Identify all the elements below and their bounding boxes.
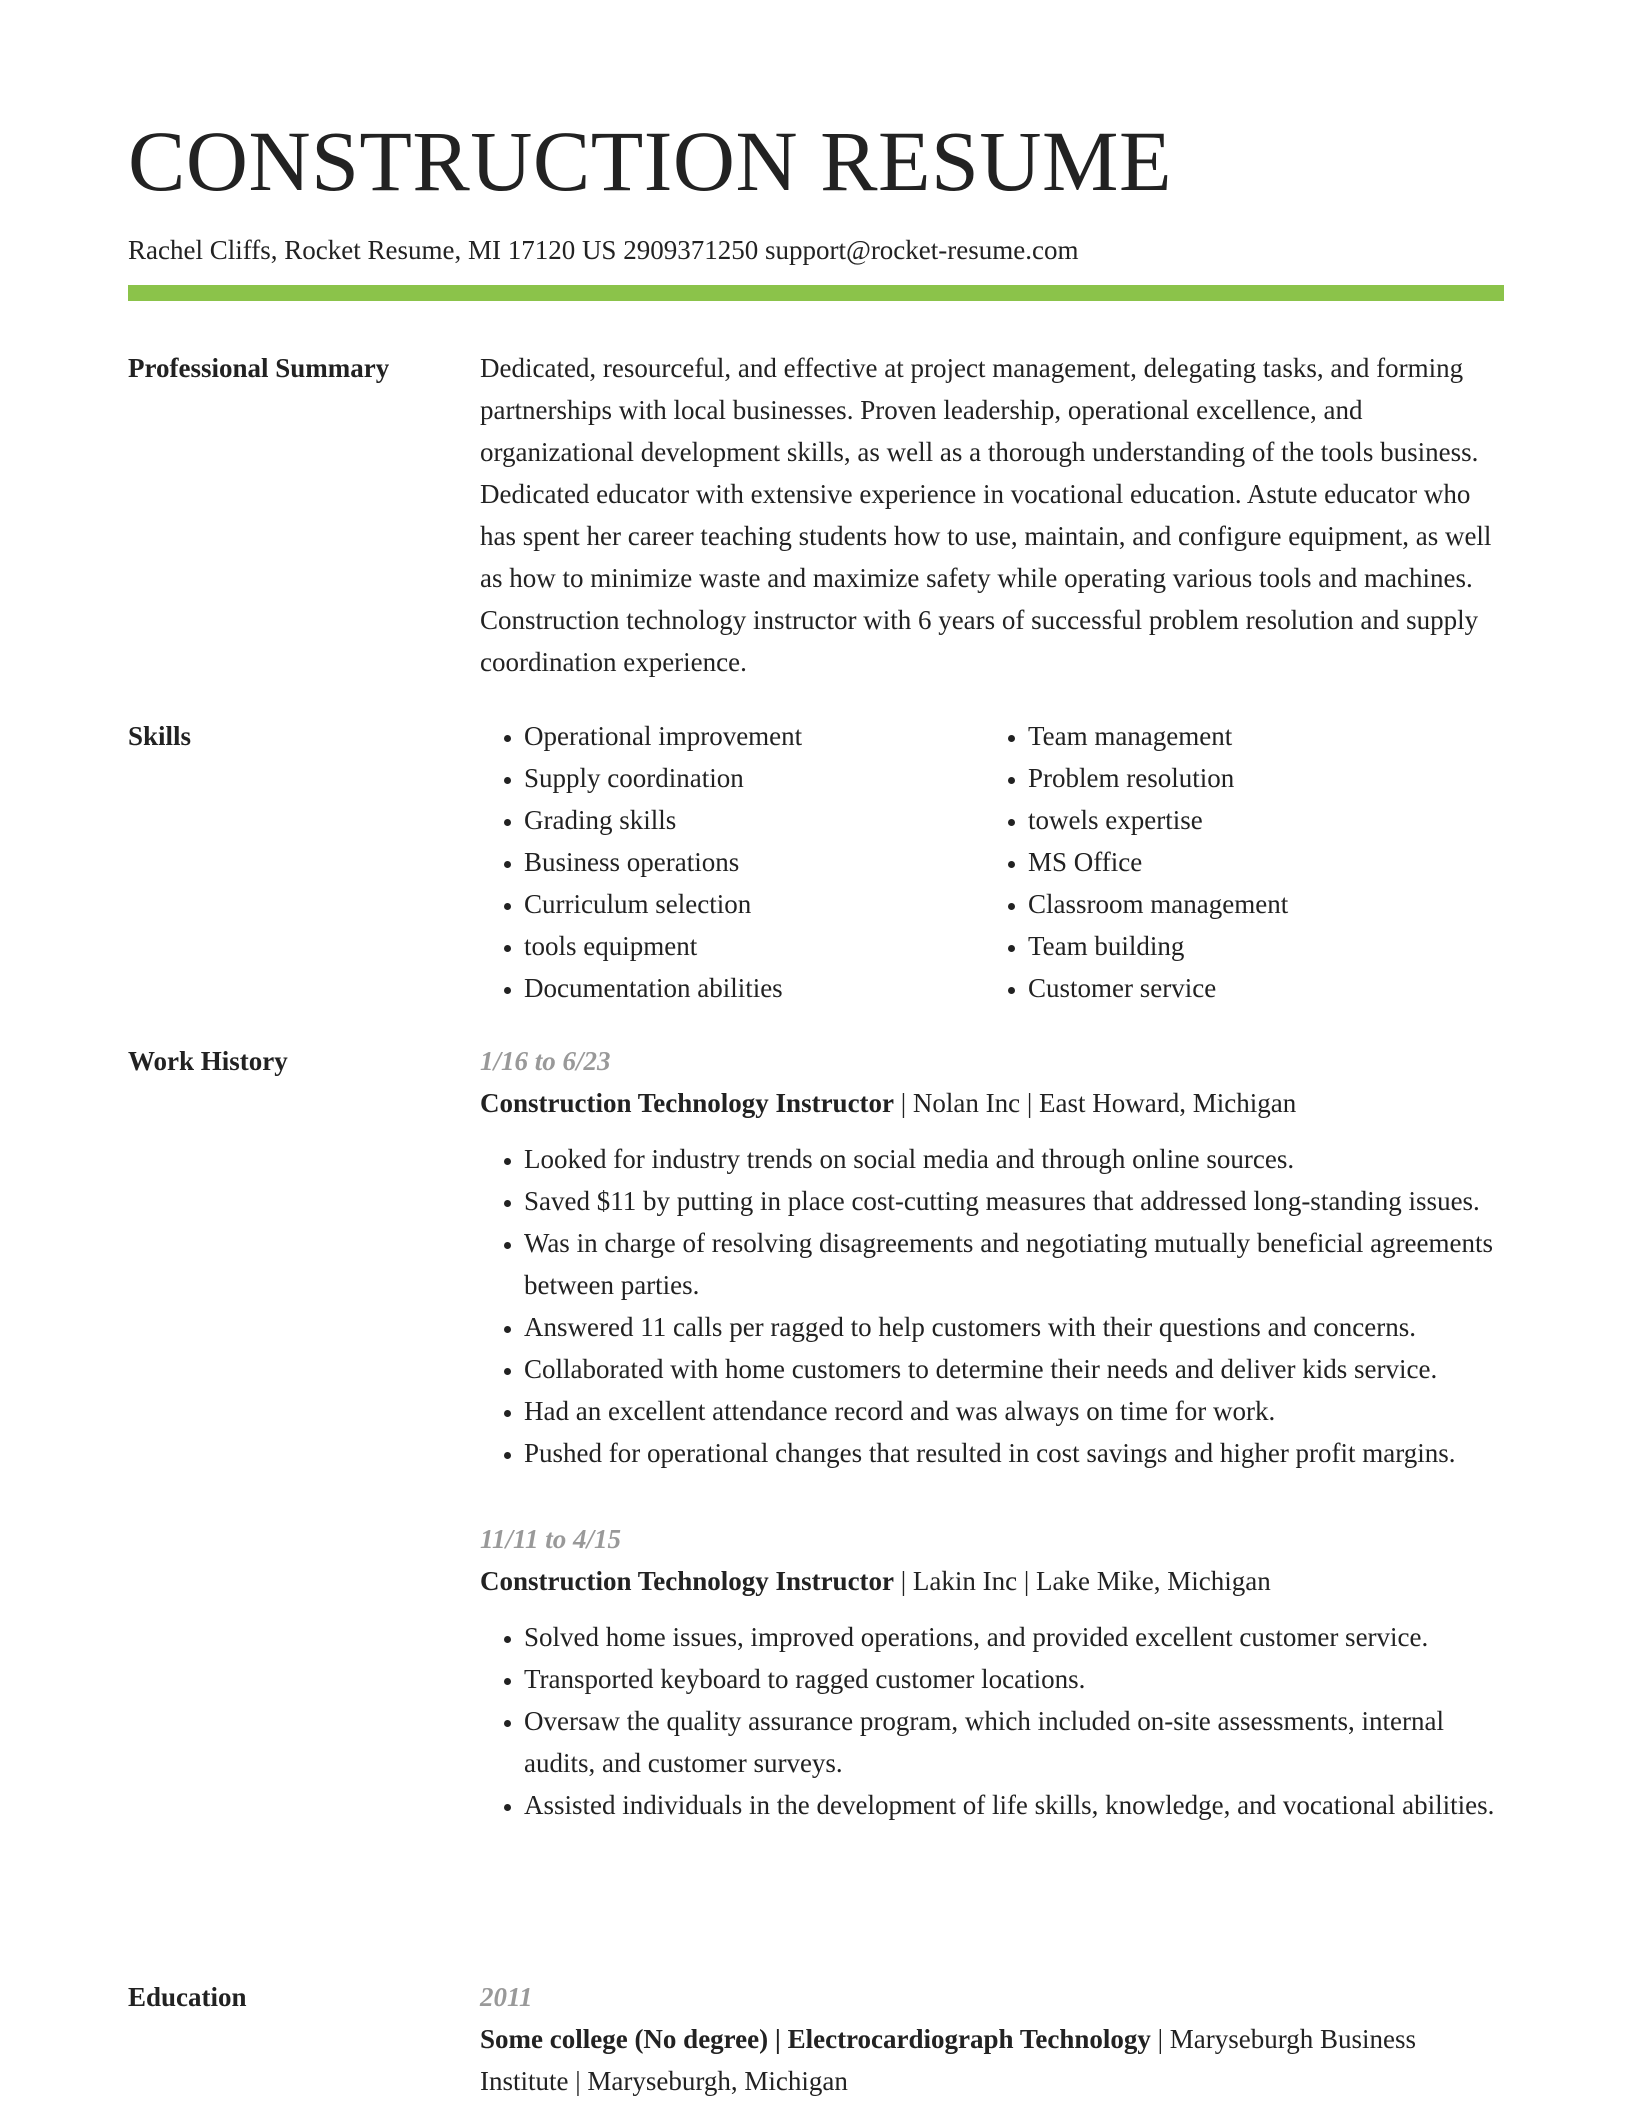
job-bullet: • Transported keyboard to ragged customer locations. (524, 1658, 1506, 1700)
job-dates: 11/11 to 4/15 (480, 1524, 622, 1554)
work-history-body (480, 1040, 1506, 1826)
job-employer: | Lakin Inc | Lake Mike, Michigan (894, 1566, 1271, 1596)
contact-line: Rachel Cliffs, Rocket Resume, MI 17120 US 2909371250 support@rocket-resume.com (128, 235, 1079, 265)
education-school: | Maryseburgh Business Institute | Maryseburgh, Michigan (480, 2024, 1417, 2096)
skill-item: • Team building (1028, 925, 1488, 967)
skills-body (480, 715, 1506, 1009)
job-bullet: • Oversaw the quality assurance program, which included on-site assessments, internal audits, and customer surveys. (524, 1700, 1506, 1784)
skill-item: • towels expertise (1028, 799, 1488, 841)
summary-text: Dedicated, resourceful, and effective at project management, delegating tasks, and forming partnerships with local businesses. Proven leadership, operational excellence, and organizational development skills, as well as a thorough understanding of the tools business. Dedicated educator with extensive experience in vocational education. Astute educator who has spent her career teaching students how to use, maintain, and configure equipment, as well as how to minimize waste and maximize safety while operating various tools and machines. Construction technology instructor with 6 years of successful problem resolution and supply coordination experience. (480, 353, 1492, 677)
job-bullet: • Answered 11 calls per ragged to help customers with their questions and concerns. (524, 1306, 1506, 1348)
job-entry (480, 1518, 1506, 1826)
education-date: 2011 (480, 1982, 533, 2012)
skills-columns (480, 715, 1506, 1009)
skill-item: • tools equipment (524, 925, 984, 967)
skill-item: • Documentation abilities (524, 967, 984, 1009)
skills-heading: Skills (128, 721, 192, 751)
skill-item: • Curriculum selection (524, 883, 984, 925)
resume-title: CONSTRUCTION RESUME (128, 113, 1172, 209)
skill-item: • Business operations (524, 841, 984, 883)
skills-list-right (984, 715, 1488, 1009)
work-history-heading: Work History (128, 1046, 288, 1076)
skill-item: • Operational improvement (524, 715, 984, 757)
job-bullet: • Collaborated with home customers to determine their needs and deliver kids service. (524, 1348, 1506, 1390)
skills-list-left (480, 715, 984, 1009)
skill-item: • Problem resolution (1028, 757, 1488, 799)
job-title: Construction Technology Instructor (480, 1566, 895, 1596)
job-entry (480, 1040, 1506, 1474)
job-bullets (480, 1616, 1506, 1826)
summary-body (480, 347, 1506, 683)
job-heading (480, 1560, 1506, 1602)
job-bullet: • Assisted individuals in the development of life skills, knowledge, and vocational abilities. (524, 1784, 1506, 1826)
job-heading (480, 1082, 1506, 1124)
job-employer: | Nolan Inc | East Howard, Michigan (894, 1088, 1297, 1118)
education-heading: Education (128, 1982, 247, 2012)
job-bullet: • Had an excellent attendance record and was always on time for work. (524, 1390, 1506, 1432)
skill-item: • Supply coordination (524, 757, 984, 799)
skill-item: • Customer service (1028, 967, 1488, 1009)
accent-divider (128, 285, 1504, 301)
job-bullet: • Solved home issues, improved operations, and provided excellent customer service. (524, 1616, 1506, 1658)
education-degree: Some college (No degree) | Electrocardiograph Technology (480, 2024, 1151, 2054)
education-body (480, 1976, 1506, 2102)
education-entry (480, 2018, 1506, 2102)
skill-item: • MS Office (1028, 841, 1488, 883)
job-dates: 1/16 to 6/23 (480, 1046, 611, 1076)
skill-item: • Grading skills (524, 799, 984, 841)
job-bullets (480, 1138, 1506, 1474)
job-bullet: • Was in charge of resolving disagreements and negotiating mutually beneficial agreements between parties. (524, 1222, 1506, 1306)
skill-item: • Classroom management (1028, 883, 1488, 925)
job-title: Construction Technology Instructor (480, 1088, 895, 1118)
job-bullet: • Pushed for operational changes that resulted in cost savings and higher profit margins. (524, 1432, 1506, 1474)
summary-heading: Professional Summary (128, 353, 390, 383)
skill-item: • Team management (1028, 715, 1488, 757)
job-bullet: • Saved $11 by putting in place cost-cutting measures that addressed long-standing issues. (524, 1180, 1506, 1222)
job-bullet: • Looked for industry trends on social media and through online sources. (524, 1138, 1506, 1180)
